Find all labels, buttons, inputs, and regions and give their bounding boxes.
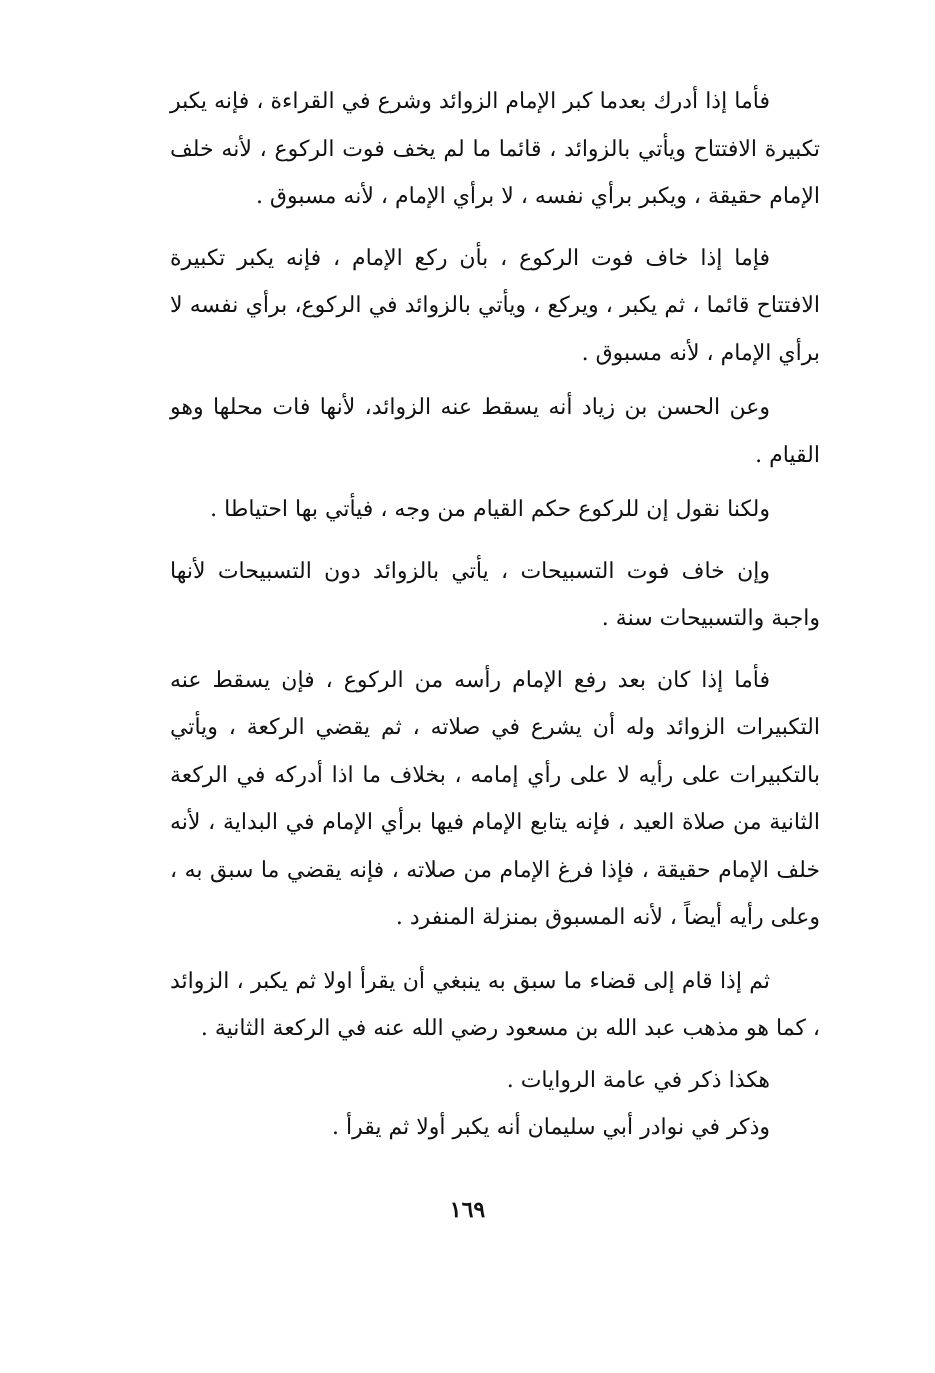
paragraph: وإن خاف فوت التسبيحات ، يأتي بالزوائد دون التسبيحات لأنها واجبة والتسبيحات سنة .: [170, 558, 820, 631]
paragraph: ولكنا نقول إن للركوع حكم القيام من وجه ، فيأتي بها احتياطا .: [210, 497, 770, 522]
paragraph: هكذا ذكر في عامة الروايات .: [506, 1067, 770, 1093]
paragraph: فإما إذا خاف فوت الركوع ، بأن ركع الإمام ، فإنه يكبر تكبيرة الافتتاح قائما ، ثم يكبر ، ويركع ، ويأتي بالزوائد في الركوع، برأي نفسه لا برأي الإمام ، لأنه مسبوق .: [170, 245, 820, 366]
paragraph: فأما إذا أدرك بعدما كبر الإمام الزوائد وشرع في القراءة ، فإنه يكبر تكبيرة الافتتاح ويأتي بالزوائد ، قائما ما لم يخف فوت الركوع ، لأنه خلف الإمام حقيقة ، ويكبر برأي نفسه ، لا برأي الإمام ، لأنه مسبوق .: [170, 89, 820, 209]
page-number: ١٦٩: [449, 1197, 486, 1223]
paragraph: وذكر في نوادر أبي سليمان أنه يكبر أولا ثم يقرأ .: [332, 1115, 770, 1140]
paragraph: ثم إذا قام إلى قضاء ما سبق به ينبغي أن يقرأ اولا ثم يكبر ، الزوائد ، كما هو مذهب عبد الله بن مسعود رضي الله عنه في الركعة الثانية .: [170, 968, 820, 1041]
body-text: [170, 78, 820, 1152]
paragraph: فأما إذا كان بعد رفع الإمام رأسه من الركوع ، فإن يسقط عنه التكبيرات الزوائد وله أن يشرع في صلاته ، ثم يقضي الركعة ، ويأتي بالتكبيرات على رأيه لا على رأي إمامه ، بخلاف ما اذا أدركه في الركعة الثانية من صلاة العيد ، فإنه يتابع الإمام فيها برأي الإمام في البداية ، لأنه خلف الإمام حقيقة ، فإذا فرغ الإمام من صلاته ، فإنه يقضي ما سبق به ، وعلى رأيه أيضاً ، لأنه المسبوق بمنزلة المنفرد .: [170, 667, 820, 930]
paragraph: وعن الحسن بن زياد أنه يسقط عنه الزوائد، لأنها فات محلها وهو القيام .: [170, 395, 820, 468]
